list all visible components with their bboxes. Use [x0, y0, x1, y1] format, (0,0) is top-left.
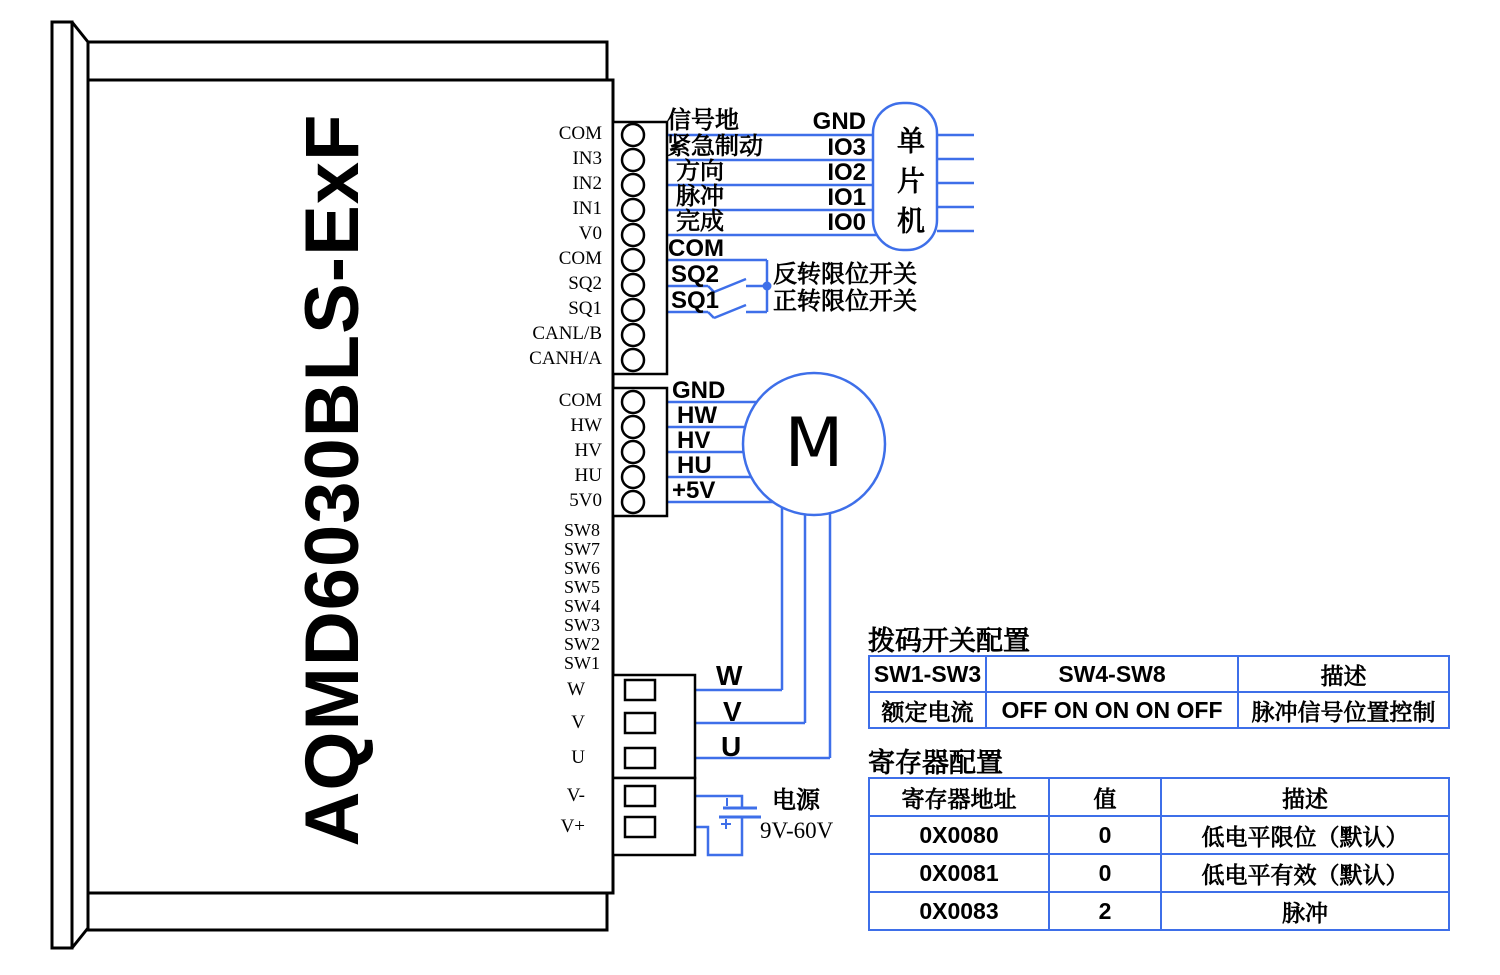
hall-wire-label: HU [677, 452, 712, 479]
com-bus-label: COM [668, 235, 724, 262]
conn1-pin-label: SQ2 [568, 273, 602, 294]
mcu-output-stubs [937, 135, 974, 231]
mcu-label: 单片机 [894, 126, 925, 246]
cell: 低电平限位（默认） [1161, 816, 1449, 854]
register-config-table [868, 777, 1450, 931]
dip-pin-label: SW7 [564, 539, 600, 559]
power-supply-label: 电源 [772, 787, 820, 814]
cell: 额定电流 [869, 692, 986, 728]
hall-connector-2 [613, 388, 667, 516]
cell: 0 [1049, 854, 1161, 892]
device-model-label: AQMD6030BLS-ExF [290, 113, 375, 847]
phase-terminal-block [613, 675, 695, 778]
dip-pin-label: SW4 [564, 596, 600, 616]
mcu-pin-label: IO2 [827, 159, 866, 186]
hall-wire-label: GND [672, 377, 726, 404]
io-function-label: 完成 [676, 208, 724, 235]
table-header-row [869, 656, 1449, 692]
conn2-pin-label: 5V0 [569, 490, 602, 511]
sq2-label: SQ2 [671, 261, 720, 288]
top-flange [88, 42, 607, 80]
conn1-pin-label: SQ1 [568, 298, 602, 319]
sq1-label: SQ1 [671, 287, 720, 314]
conn1-pin-label: COM [558, 123, 602, 144]
signal-connector-1 [613, 122, 667, 374]
table-row [869, 854, 1449, 892]
output-pin-label: V- [566, 785, 585, 806]
conn2-pin-label: HV [574, 440, 602, 461]
power-terminal-block [613, 778, 695, 855]
motor-symbol: M [784, 404, 844, 483]
table-row [869, 892, 1449, 930]
header-cell: SW4-SW8 [986, 656, 1238, 692]
conn2-pin-label: COM [558, 390, 602, 411]
output-pin-label: U [571, 747, 585, 768]
io-function-label: 紧急制动 [667, 133, 763, 160]
dip-pin-label: SW5 [564, 577, 600, 597]
phase-wire-label: W [716, 660, 743, 691]
output-pin-label: V+ [560, 816, 585, 837]
dip-pin-label: SW8 [564, 520, 600, 540]
mounting-plate [52, 22, 72, 948]
cell: 低电平有效（默认） [1161, 854, 1449, 892]
mcu-pin-label: IO1 [827, 184, 866, 211]
output-pin-label: W [567, 679, 585, 700]
register-table-title: 寄存器配置 [868, 748, 1003, 778]
conn1-pin-label: V0 [578, 223, 602, 244]
reverse-limit-switch-label: 反转限位开关 [773, 261, 917, 288]
hall-wire-label: HW [677, 402, 717, 429]
table-row [869, 816, 1449, 854]
cell: 0 [1049, 816, 1161, 854]
conn1-pin-label: CANH/A [529, 348, 602, 369]
mcu-pin-label: GND [812, 108, 866, 135]
phase-wire-label: V [723, 696, 742, 727]
battery-symbol [695, 796, 761, 855]
header-cell: 寄存器地址 [869, 778, 1049, 816]
mcu-pin-label: IO0 [827, 209, 866, 236]
forward-limit-switch-label: 正转限位开关 [773, 288, 917, 315]
io-function-label: 脉冲 [676, 183, 724, 210]
conn1-pin-label: IN2 [572, 173, 602, 194]
conn1-pin-label: CANL/B [532, 323, 602, 344]
output-pin-label: V [571, 712, 585, 733]
conn2-pin-label: HW [570, 415, 602, 436]
header-cell: 描述 [1161, 778, 1449, 816]
cell: 脉冲 [1161, 892, 1449, 930]
cell: 0X0081 [869, 854, 1049, 892]
dip-pin-label: SW1 [564, 653, 600, 673]
conn2-pin-label: HU [574, 465, 602, 486]
cell: 0X0083 [869, 892, 1049, 930]
header-cell: 值 [1049, 778, 1161, 816]
table-row [869, 692, 1449, 728]
cell: OFF ON ON ON OFF [986, 692, 1238, 728]
io-function-label: 方向 [676, 158, 724, 185]
phase-wire-label: U [721, 731, 742, 762]
conn1-pin-label: IN3 [572, 148, 602, 169]
table-header-row [869, 778, 1449, 816]
conn1-pin-label: COM [558, 248, 602, 269]
wire-junction-dot [763, 282, 772, 291]
conn1-pin-label: IN1 [572, 198, 602, 219]
cell: 2 [1049, 892, 1161, 930]
dip-table-title: 拨码开关配置 [868, 626, 1030, 656]
mcu-pin-label: IO3 [827, 134, 866, 161]
dip-pin-label: SW3 [564, 615, 600, 635]
hall-wire-label: HV [677, 427, 711, 454]
dip-config-table [868, 655, 1450, 729]
power-supply-range: 9V-60V [760, 818, 834, 843]
hall-wire-label: +5V [672, 477, 716, 504]
bottom-flange [88, 893, 607, 930]
cell: 0X0080 [869, 816, 1049, 854]
dip-pin-label: SW6 [564, 558, 600, 578]
header-cell: 描述 [1238, 656, 1449, 692]
io-function-label: 信号地 [667, 107, 739, 134]
dip-pin-label: SW2 [564, 634, 600, 654]
cell: 脉冲信号位置控制 [1238, 692, 1449, 728]
header-cell: SW1-SW3 [869, 656, 986, 692]
